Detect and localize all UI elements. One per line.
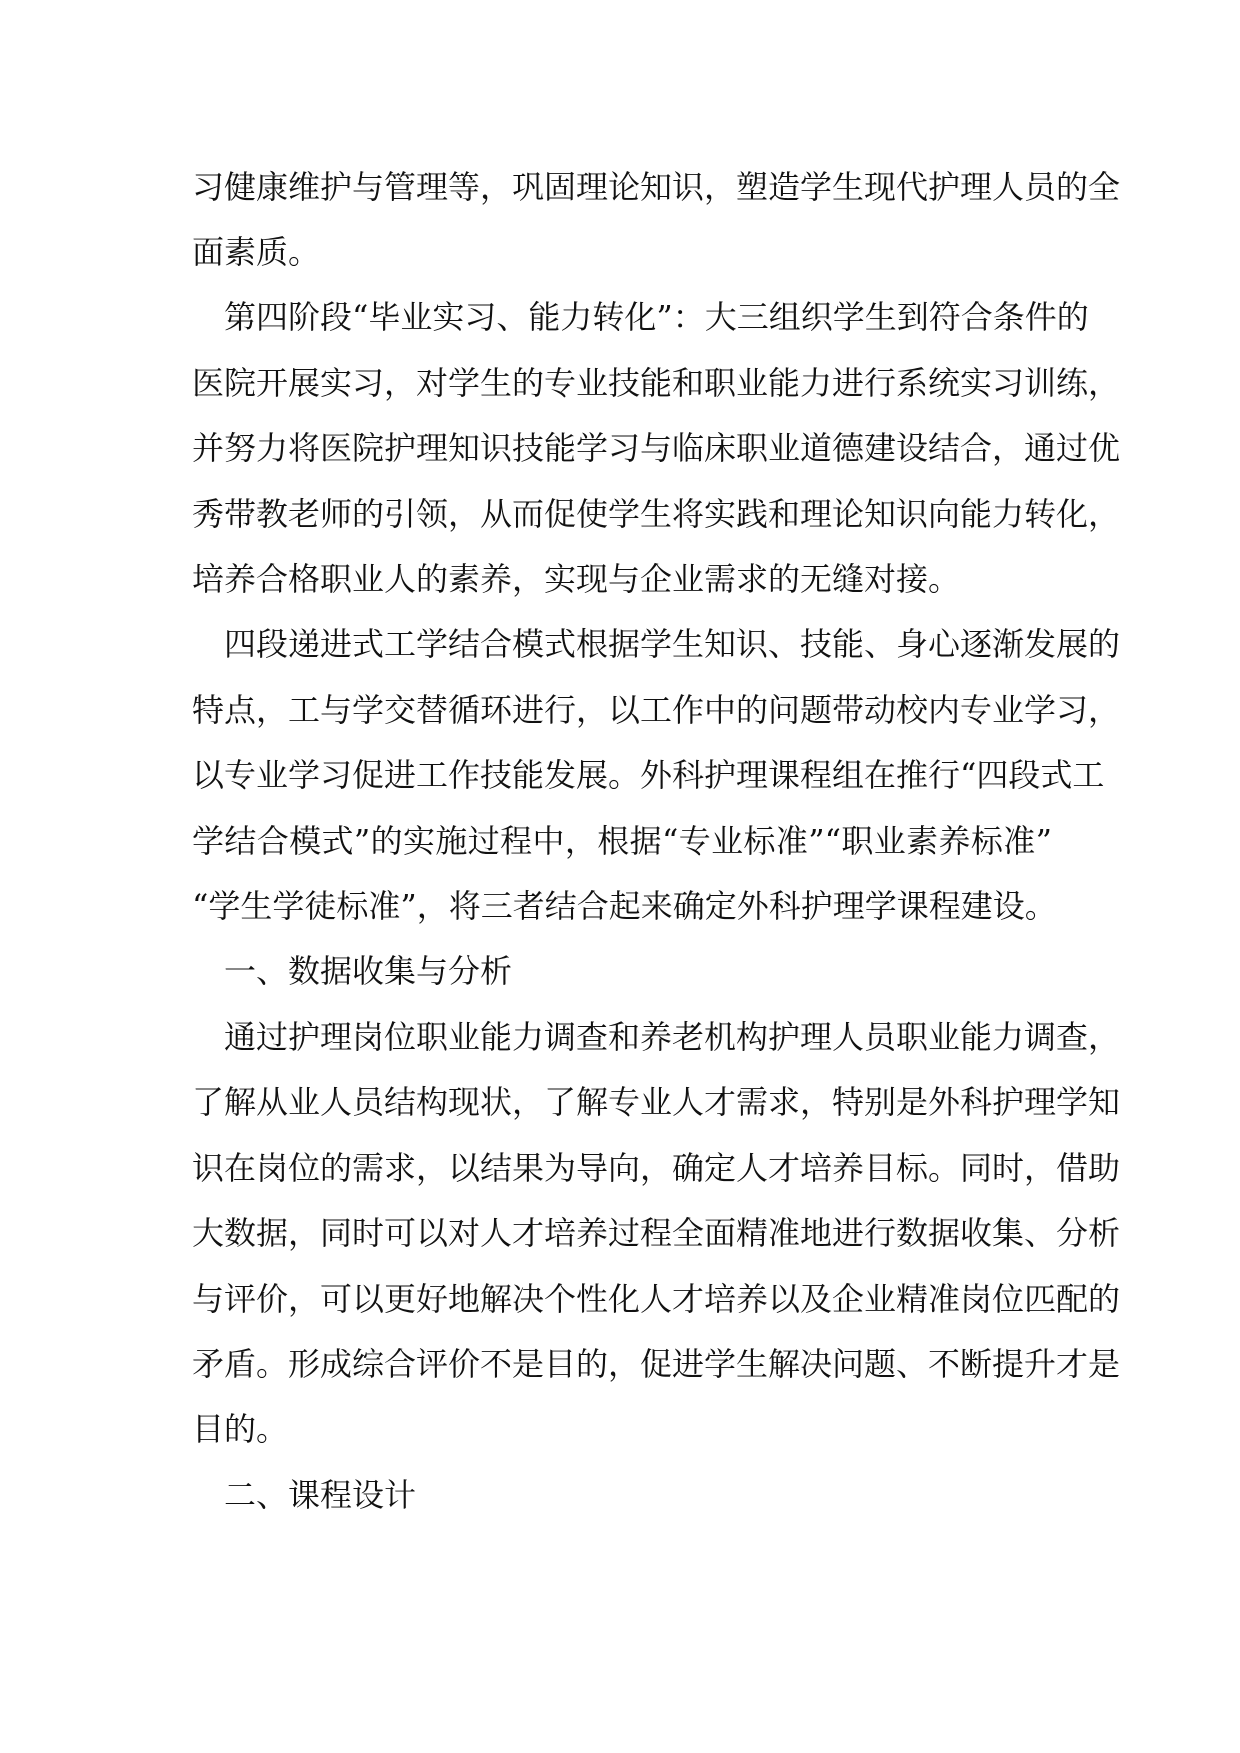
- text-line: 习健康维护与管理等，巩固理论知识，塑造学生现代护理人员的全: [192, 168, 1121, 206]
- text-line: 培养合格职业人的素养，实现与企业需求的无缝对接。: [192, 560, 961, 598]
- text-line: 并努力将医院护理知识技能学习与临床职业道德建设结合，通过优: [192, 429, 1121, 467]
- text-line: 目的。: [192, 1410, 289, 1448]
- text-line: 以专业学习促进工作技能发展。外科护理课程组在推行“四段式工: [192, 756, 1105, 794]
- text-line: 四段递进式工学结合模式根据学生知识、技能、身心逐渐发展的: [224, 625, 1121, 663]
- text-line: 识在岗位的需求，以结果为导向，确定人才培养目标。同时，借助: [192, 1149, 1121, 1187]
- text-line: 与评价，可以更好地解决个性化人才培养以及企业精准岗位匹配的: [192, 1280, 1121, 1318]
- text-line: 第四阶段“毕业实习、能力转化”：大三组织学生到符合条件的: [224, 298, 1089, 336]
- text-line: “学生学徒标准”，将三者结合起来确定外科护理学课程建设。: [192, 887, 1057, 925]
- text-line: 面素质。: [192, 233, 321, 271]
- text-line: 学结合模式”的实施过程中，根据“专业标准”“职业素养标准”: [192, 822, 1052, 860]
- text-line: 矛盾。形成综合评价不是目的，促进学生解决问题、不断提升才是: [192, 1345, 1121, 1383]
- text-line: 通过护理岗位职业能力调查和养老机构护理人员职业能力调查，: [224, 1018, 1121, 1056]
- section-heading: 一、数据收集与分析: [224, 952, 513, 990]
- text-line: 秀带教老师的引领，从而促使学生将实践和理论知识向能力转化，: [192, 495, 1121, 533]
- text-line: 特点，工与学交替循环进行，以工作中的问题带动校内专业学习，: [192, 691, 1121, 729]
- text-line: 医院开展实习，对学生的专业技能和职业能力进行系统实习训练，: [192, 364, 1121, 402]
- text-line: 了解从业人员结构现状，了解专业人才需求，特别是外科护理学知: [192, 1083, 1121, 1121]
- text-line: 大数据，同时可以对人才培养过程全面精准地进行数据收集、分析: [192, 1214, 1121, 1252]
- section-heading: 二、课程设计: [224, 1476, 417, 1514]
